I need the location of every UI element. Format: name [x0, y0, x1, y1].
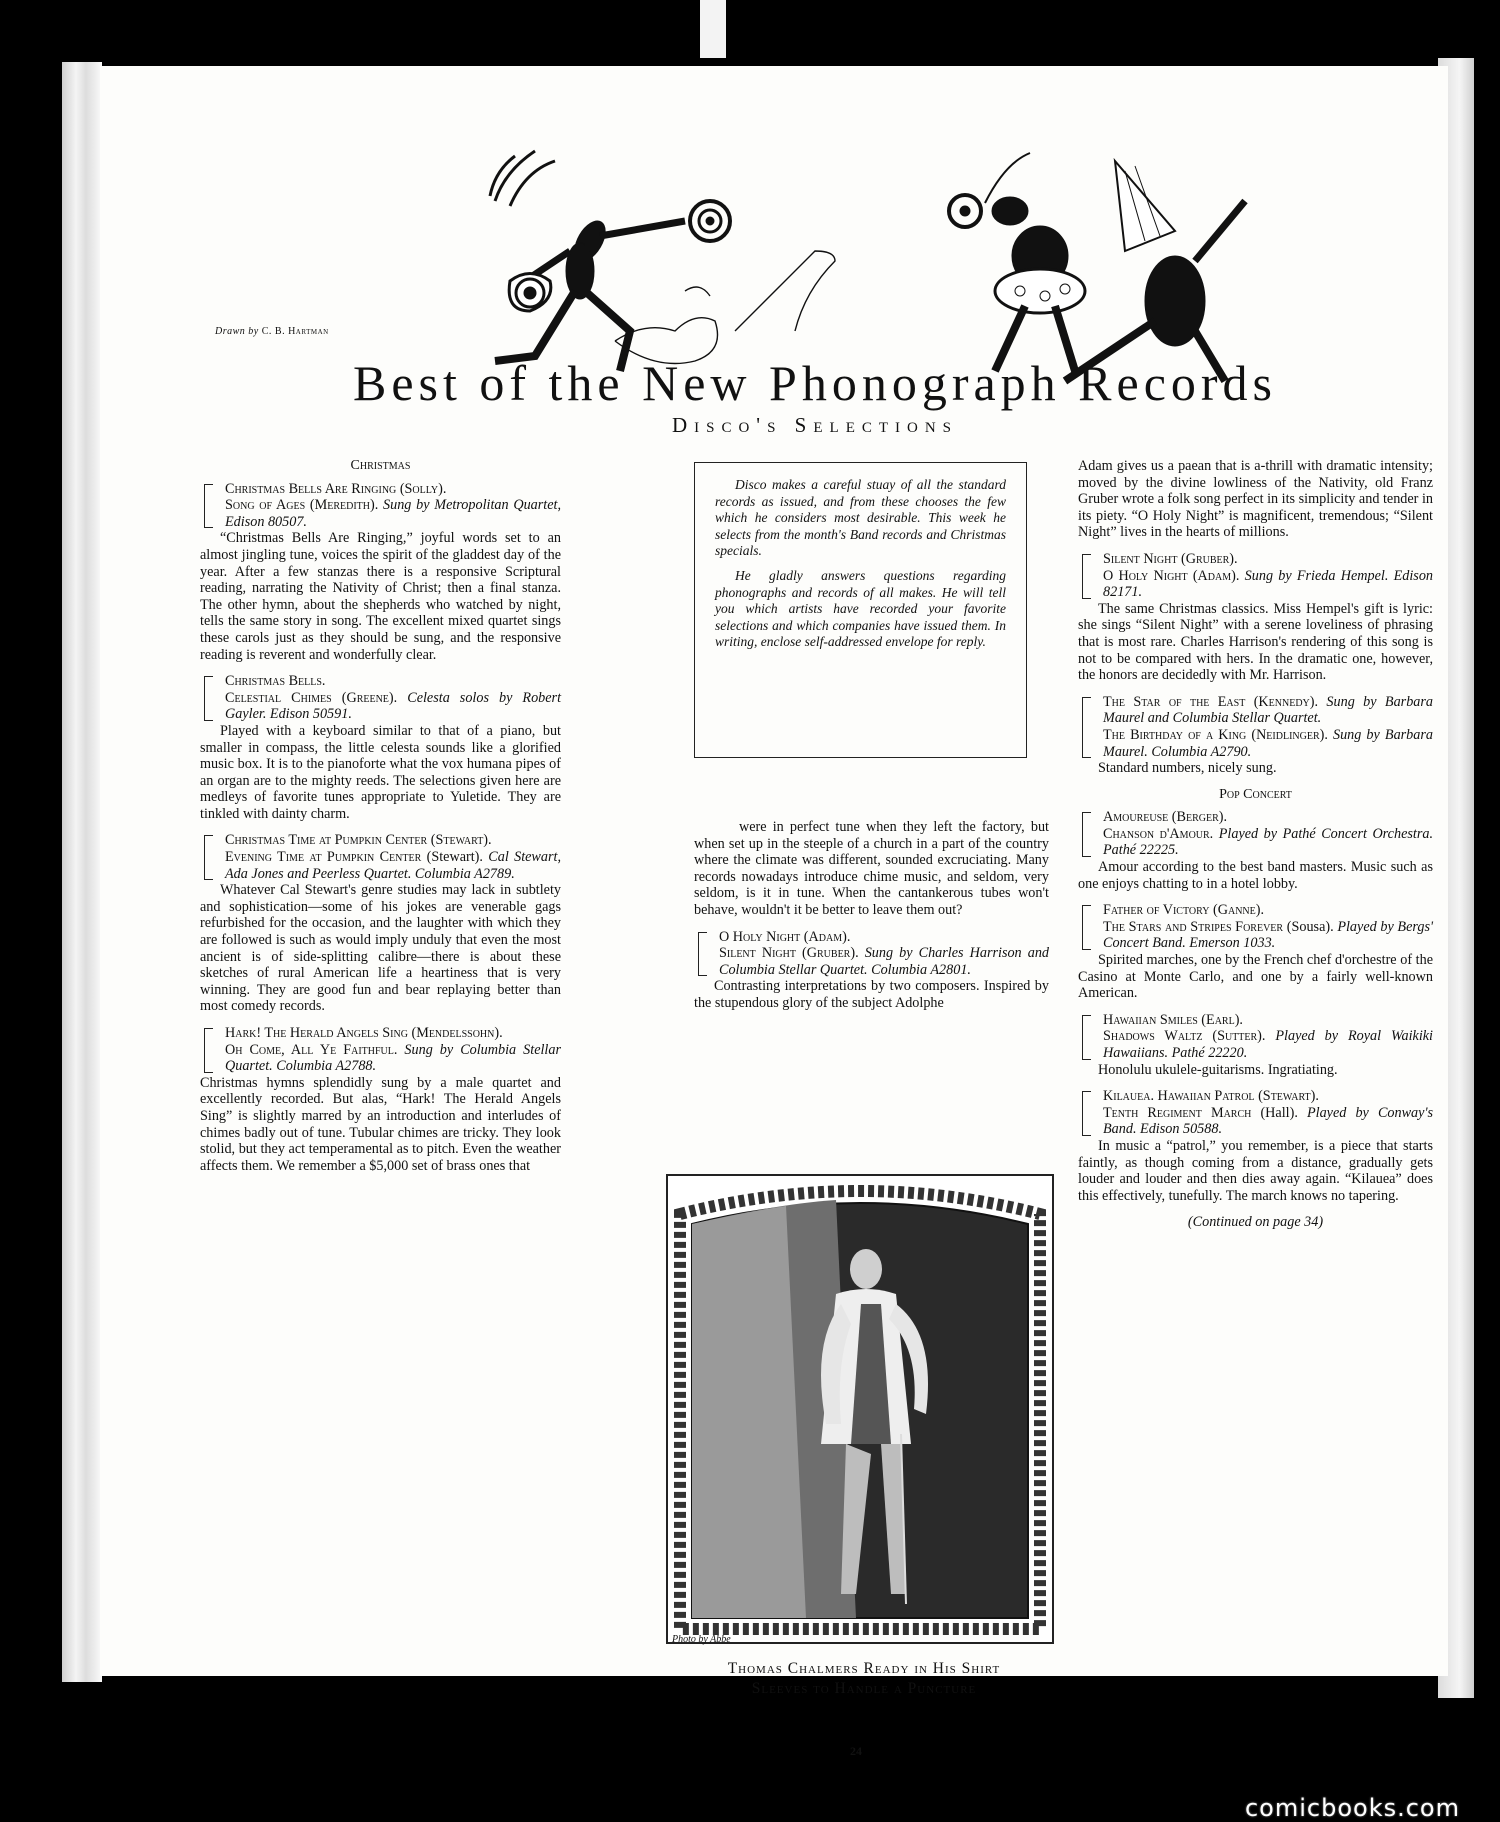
record-entry: Amoureuse (Berger). Chanson d'Amour. Played by Pathé Concert Orchestra. Pathé 22225. [1078, 809, 1433, 859]
bracket [1082, 905, 1092, 950]
bracket [1082, 1015, 1092, 1060]
record-entry: Hark! The Herald Angels Sing (Mendelssohn). Oh Come, All Ye Faithful. Sung by Columbia Stellar Quartet. Columbia A2788. [200, 1025, 561, 1075]
continued-note: (Continued on page 34) [1187, 1214, 1324, 1231]
page-subtitle: Disco's Selections [671, 413, 959, 437]
photo-caption: Thomas Chalmers Ready in His Shirt Sleeves to Handle a Puncture [727, 1660, 1001, 1697]
column-right [1078, 458, 1433, 1231]
bracket [204, 835, 214, 880]
page-stack-left-edge [62, 62, 102, 1682]
bracket [1082, 812, 1092, 857]
review-paragraph: In music a “patrol,” you remember, is a piece that starts faintly, as though coming from a distance, gradually gets louder and louder and then dies away again. “Kilauea” does this effectively, tunefully. The march knows no tapering. [1078, 1137, 1433, 1204]
editor-note-box: Disco makes a careful stuay of all the standard records as issued, and from these chooses the few which he considers most desirable. This week he selects from the month's Band records and Christmas specials. He gladly answers questions regarding phonographs and records of all makes. He will tell you which artists have recorded your favorite selections and which companies have issued them. In writing, enclose self-addressed envelope for reply. [694, 462, 1027, 758]
record-entry: Christmas Bells. Celestial Chimes (Greene). Celesta solos by Robert Gayler. Edison 50591. [200, 673, 561, 723]
illustration-credit: Drawn by C. B. Hartman [215, 326, 329, 337]
page-title: Best of the New Phonograph Records [352, 355, 1278, 411]
review-paragraph: Played with a keyboard similar to that of a piano, but smaller in compass, the little celesta sounds like a glorified music box. It is to the pianoforte what the vox humana pipes of an organ are to the mighty reeds. The selections given here are medleys of favorite tunes appropriate to Yuletide. They are tinkled with dainty charm. [200, 722, 561, 822]
portrait-photo-frame [666, 1174, 1054, 1644]
review-paragraph: Standard numbers, nicely sung. [1098, 760, 1277, 777]
bracket [1082, 554, 1092, 599]
photo-credit: Photo by Abbe [672, 1634, 731, 1645]
section-heading-pop-concert: Pop Concert [1219, 786, 1292, 802]
bracket [1082, 1091, 1092, 1136]
review-paragraph: “Christmas Bells Are Ringing,” joyful words set to an almost jingling tune, voices the spirit of the gladdest day of the year. After a few stanzas there is a responsive Scriptural reading, narrating the Nativity of Christ; then a final stanza. The other hymn, about the shepherds who watched by night, tells the same story in song. The excellent mixed quartet sings these carols just as they should be sung, and the responsive reading is reverent and wonderfully clear. [200, 530, 561, 663]
page-number: 24 [850, 1744, 862, 1758]
record-entry: Christmas Time at Pumpkin Center (Stewart). Evening Time at Pumpkin Center (Stewart). Cal Stewart, Ada Jones and Peerless Quartet. Columbia A2789. [200, 832, 561, 882]
review-paragraph: Honolulu ukulele-guitarisms. Ingratiating. [1098, 1061, 1338, 1078]
record-entry: The Star of the East (Kennedy). Sung by Barbara Maurel and Columbia Stellar Quartet. The Birthday of a King (Neidlinger). Sung by Barbara Maurel. Columbia A2790. [1078, 694, 1433, 760]
bracket [698, 932, 708, 977]
review-paragraph: were in perfect tune when they left the factory, but when set up in the steeple of a church in a part of the country where the climate was different, sounded excruciating. Many records nowadays introduce chime music, and seldom, very seldom, is it in tune. When the cantankerous tubes won't behave, wouldn't it be better to leave them out? [694, 819, 1049, 918]
review-paragraph: Contrasting interpretations by two composers. Inspired by the stupendous glory of the subject Adolphe [694, 978, 1049, 1011]
record-entry: Father of Victory (Ganne). The Stars and Stripes Forever (Sousa). Played by Bergs' Concert Band. Emerson 1033. [1078, 902, 1433, 952]
bracket [1082, 697, 1092, 758]
bookmark-tab [700, 0, 726, 58]
section-heading-christmas: Christmas [350, 458, 411, 473]
bracket [204, 484, 214, 529]
review-paragraph: Christmas hymns splendidly sung by a male quartet and excellently recorded. But alas, “Hark! The Herald Angels Sing” is slightly marred by an introduction and interludes of chimes badly out of tune. Tubular chimes are tricky. They look stolid, but they act temperamental as to pitch. Even the weather affects them. We remember a $5,000 set of brass ones that [200, 1074, 561, 1174]
review-paragraph: Amour according to the best band masters. Music such as one enjoys chatting to in a hotel lobby. [1078, 859, 1433, 892]
review-paragraph: The same Christmas classics. Miss Hempel's gift is lyric: she sings “Silent Night” with a serene loveliness of phrasing that is most rare. Charles Harrison's rendering of this song is not to be compared with hers. In the dramatic one, however, the honors are decidedly with Mr. Harrison. [1078, 600, 1433, 684]
review-paragraph: Spirited marches, one by the French chef d'orchestre of the Casino at Monte Carlo, and one by a fairly well-known American. [1078, 952, 1433, 1002]
column-left [200, 458, 561, 1174]
review-paragraph: Whatever Cal Stewart's genre studies may lack in subtlety and sophistication—some of his jokes are venerable gags refurbished for the occasion, and the laughter with which they are followed is such as would imply unduly that even the most ancient is of side-splitting calibre—there is about these sketches of rural American life a heartiness that is very winning. They are good fun and bear replaying better than most comedy records. [200, 882, 561, 1015]
site-watermark: comicbooks.com [1244, 1794, 1460, 1822]
magazine-page [100, 66, 1448, 1758]
bracket [204, 676, 214, 721]
record-entry: Silent Night (Gruber). O Holy Night (Adam). Sung by Frieda Hempel. Edison 82171. [1078, 551, 1433, 601]
record-entry: Kilauea. Hawaiian Patrol (Stewart). Tenth Regiment March (Hall). Played by Conway's Band. Edison 50588. [1078, 1088, 1433, 1138]
record-entry: Christmas Bells Are Ringing (Solly). Song of Ages (Meredith). Sung by Metropolitan Quartet, Edison 80507. [200, 481, 561, 531]
record-entry: O Holy Night (Adam). Silent Night (Gruber). Sung by Charles Harrison and Columbia Stellar Quartet. Columbia A2801. [694, 929, 1049, 979]
bracket [204, 1028, 214, 1073]
review-paragraph: Adam gives us a paean that is a-thrill with dramatic intensity; moved by the divine lowliness of the Nativity, old Franz Gruber wrote a folk song perfect in its simplicity and tender in its piety. “O Holy Night” is magnificent, tremendous; “Silent Night” lives in the hearts of millions. [1078, 458, 1433, 541]
record-entry: Hawaiian Smiles (Earl). Shadows Waltz (Sutter). Played by Royal Waikiki Hawaiians. Pathé 22220. [1078, 1012, 1433, 1062]
column-middle [694, 819, 1049, 1012]
